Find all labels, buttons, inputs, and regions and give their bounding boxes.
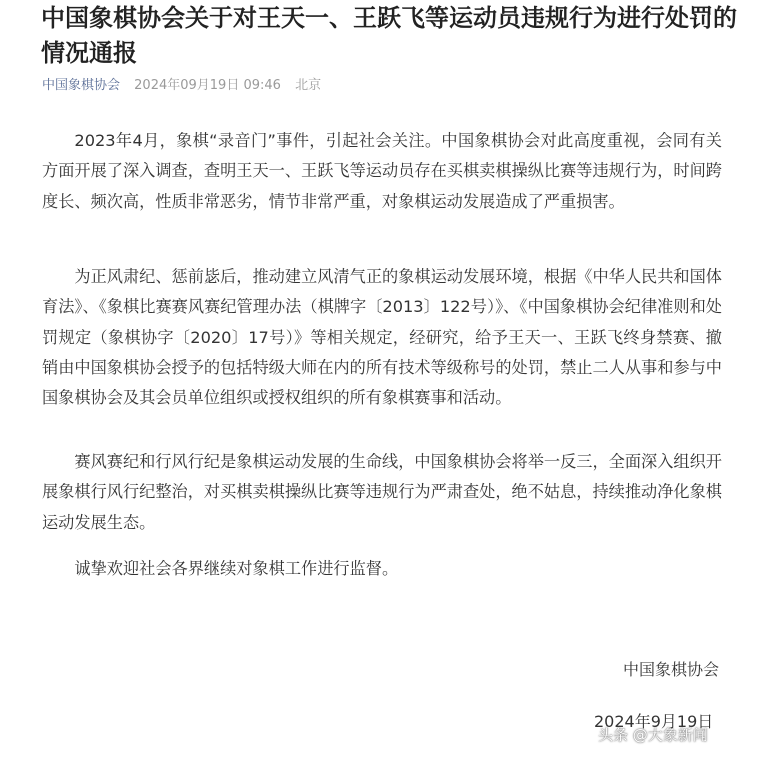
watermark: 头条 @大象新闻 xyxy=(598,726,708,744)
paragraph-4: 诚挚欢迎社会各界继续对象棋工作进行监督。 xyxy=(74,559,399,578)
paragraph-2: 为正风肃纪、惩前毖后，推动建立风清气正的象棋运动发展环境，根据《中华人民共和国体育法》、《象棋比赛赛风赛纪管理办法（棋牌字〔2013〕122号）》、《中国象棋协会纪律准则和处罚规定（象棋协字〔2020〕17号）》等相关规定，经研究，给予王天一、王跃飞终身禁赛、撤销由中国象棋协会授予的包括特级大师在内的所有技术等级称号的处罚，禁止二人从事和参与中国象棋协会及其会员单位组织或授权组织的所有象棋赛事和活动。 xyxy=(42,267,722,408)
publish-location: 北京 xyxy=(295,78,322,93)
article-title: 中国象棋协会关于对王天一、王跃飞等运动员违规行为进行处罚的情况通报 xyxy=(41,4,737,67)
paragraph-1: 2023年4月，象棋“录音门”事件，引起社会关注。中国象棋协会对此高度重视，会同有关方面开展了深入调查，查明王天一、王跃飞等运动员存在买棋卖棋操纵比赛等违规行为，时间跨度长、频次高，性质非常恶劣，情节非常严重，对象棋运动发展造成了严重损害。 xyxy=(42,131,722,211)
sign-date: 2024年9月19日 xyxy=(594,712,714,731)
signature: 中国象棋协会 xyxy=(622,660,719,679)
publish-datetime: 2024年09月19日 09:46 xyxy=(134,78,281,93)
article-meta xyxy=(42,76,331,96)
source-link[interactable]: 中国象棋协会 xyxy=(42,78,121,93)
paragraph-3: 赛风赛纪和行风行纪是象棋运动发展的生命线，中国象棋协会将举一反三，全面深入组织开展象棋行风行纪整治，对买棋卖棋操纵比赛等违规行为严肃查处，绝不姑息，持续推动净化象棋运动发展生态。 xyxy=(42,452,722,532)
